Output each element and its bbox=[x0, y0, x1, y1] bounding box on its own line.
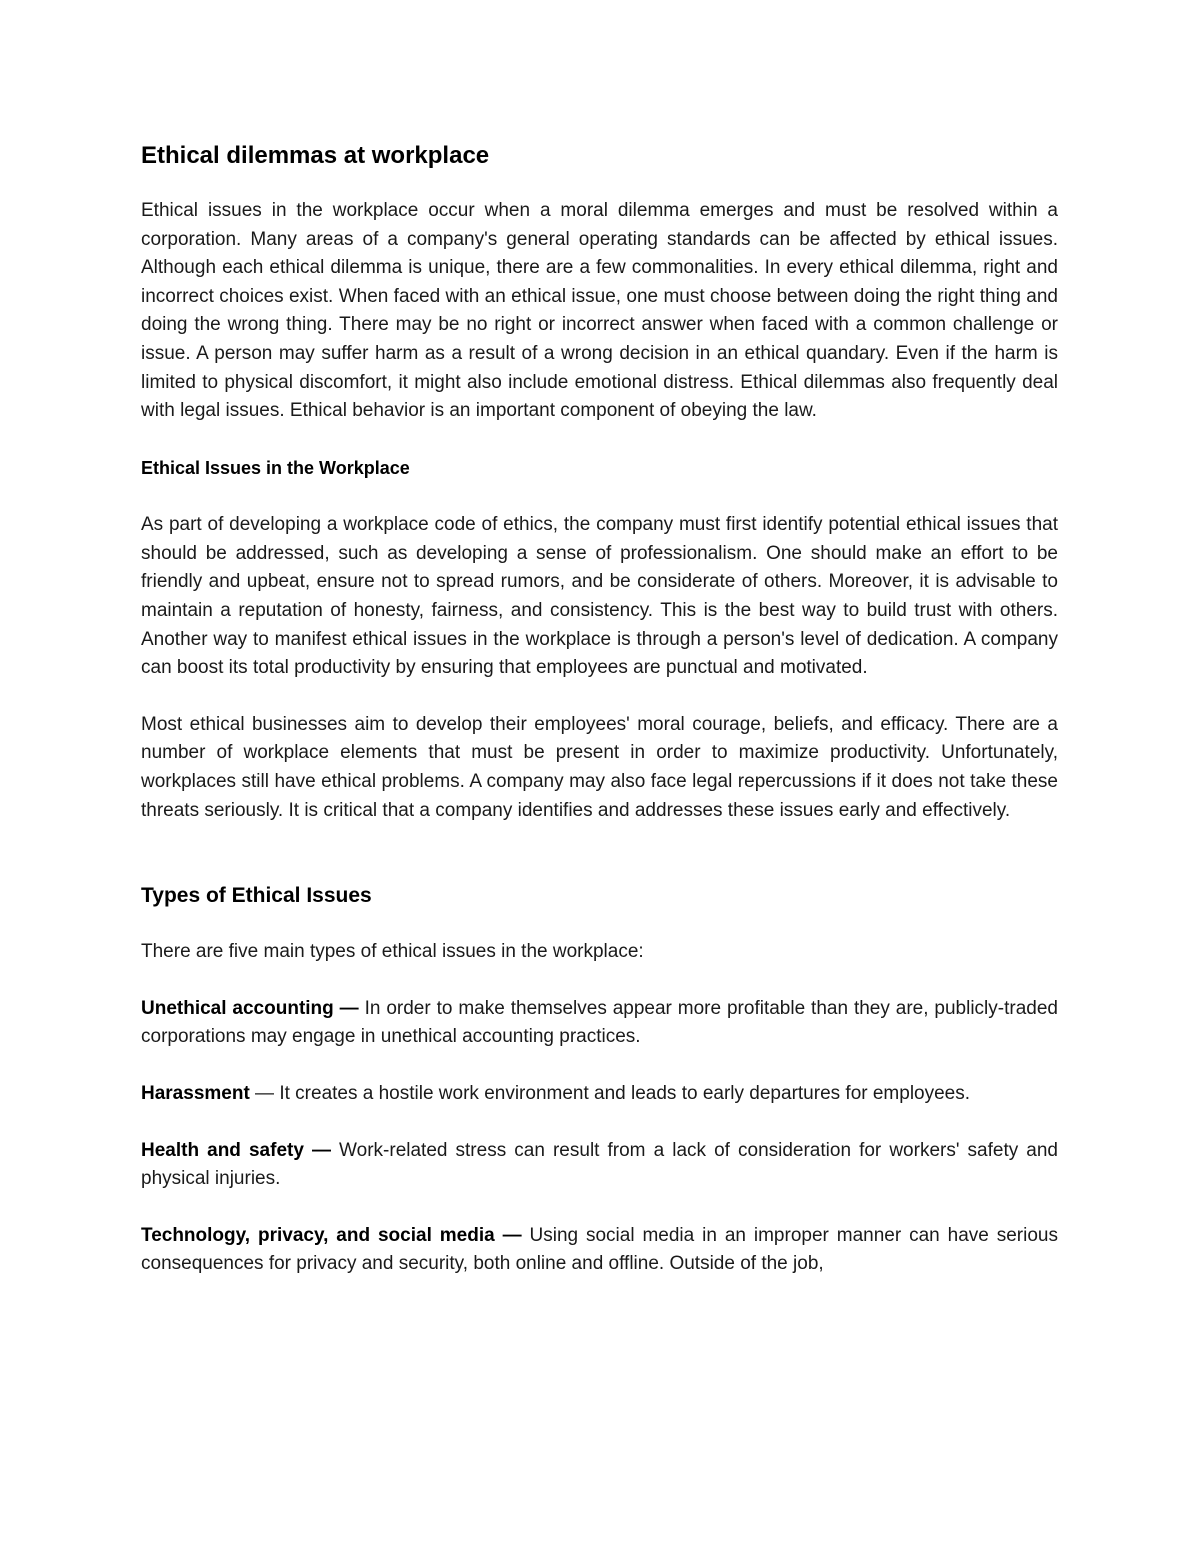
issue-description: Work-related stress can result from a lack of consideration for workers' safety and physical injuries. bbox=[141, 1139, 1058, 1190]
issue-item-health-safety bbox=[141, 1137, 1058, 1194]
issue-item-technology-privacy bbox=[141, 1222, 1058, 1279]
page-title: Ethical dilemmas at workplace bbox=[141, 142, 490, 169]
workplace-issues-paragraph-2: Most ethical businesses aim to develop their employees' moral courage, beliefs, and efficacy. There are a number of workplace elements that must be present in order to maximize productivity. Unfortunately, workplaces still have ethical problems. A company may also face legal repercussions if it does not take these threats seriously. It is critical that a company identifies and addresses these issues early and effectively. bbox=[141, 713, 1058, 821]
issue-item-unethical-accounting bbox=[141, 995, 1058, 1052]
document-page bbox=[141, 139, 1058, 1279]
issue-description: In order to make themselves appear more profitable than they are, publicly-traded corporations may engage in unethical accounting practices. bbox=[141, 997, 1058, 1048]
section-heading-workplace-issues: Ethical Issues in the Workplace bbox=[141, 457, 410, 478]
issue-description: Using social media in an improper manner can have serious consequences for privacy and security, both online and offline. Outside of the job, bbox=[141, 1224, 1058, 1275]
issue-term: Unethical accounting — bbox=[141, 997, 359, 1019]
types-lead-paragraph: There are five main types of ethical issues in the workplace: bbox=[141, 941, 644, 963]
issue-description: — It creates a hostile work environment and leads to early departures for employees. bbox=[249, 1082, 971, 1104]
issue-term: Harassment bbox=[141, 1082, 250, 1104]
section-heading-types: Types of Ethical Issues bbox=[141, 884, 372, 908]
intro-paragraph: Ethical issues in the workplace occur when a moral dilemma emerges and must be resolved within a corporation. Many areas of a company's general operating standards can be affected by ethical issues. Although each ethical dilemma is unique, there are a few commonalities. In every ethical dilemma, right and incorrect choices exist. When faced with an ethical issue, one must choose between doing the right thing and doing the wrong thing. There may be no right or incorrect answer when faced with a common challenge or issue. A person may suffer harm as a result of a wrong decision in an ethical quandary. Even if the harm is limited to physical discomfort, it might also include emotional distress. Ethical dilemmas also frequently deal with legal issues. Ethical behavior is an important component of obeying the law. bbox=[141, 200, 1058, 422]
issue-term: Technology, privacy, and social media — bbox=[141, 1224, 522, 1246]
issue-term: Health and safety — bbox=[141, 1139, 331, 1161]
workplace-issues-paragraph-1: As part of developing a workplace code of ethics, the company must first identify potential ethical issues that should be addressed, such as developing a sense of professionalism. One should make an effort to be friendly and upbeat, ensure not to spread rumors, and be considerate of others. Moreover, it is advisable to maintain a reputation of honesty, fairness, and consistency. This is the best way to build trust with others. Another way to manifest ethical issues in the workplace is through a person's level of dedication. A company can boost its total productivity by ensuring that employees are punctual and motivated. bbox=[141, 514, 1058, 679]
issue-item-harassment bbox=[141, 1080, 1058, 1109]
